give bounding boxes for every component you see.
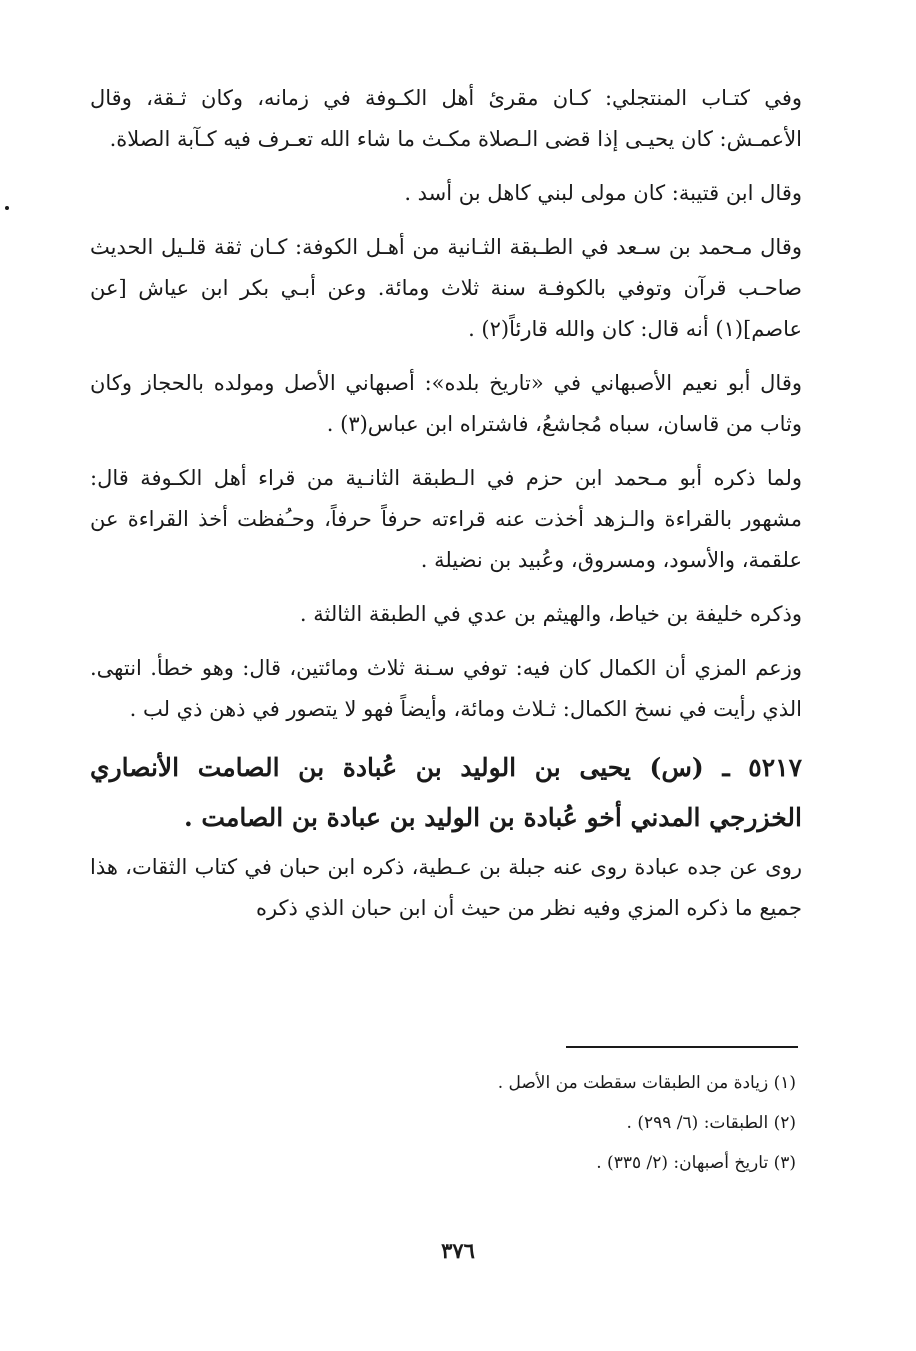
paragraph-ibn-hazm: ولما ذكره أبو مـحمد ابن حزم في الـطبقة الثانـية من قراء أهل الكـوفة قال: مشهور بالقراءة والـزهد أخذت عنه قراءته حرفاً حرفاً، وحـُفظت أخذ القراءة عن علقمة، والأسود، ومسروق، وعُبيد بن نضيلة . — [90, 466, 802, 572]
entry-heading: ٥٢١٧ ـ (س) يحيى بن الوليد بن عُبادة بن الصامت الأنصاري الخزرجي المدني أخو عُبادة بن الوليد بن عبادة بن الصامت . — [90, 753, 802, 832]
footnote-2: (٢) الطبقات: (٦/ ٢٩٩) . — [626, 1113, 796, 1133]
footnotes — [196, 1066, 796, 1186]
paragraph-mizzi: وزعم المزي أن الكمال كان فيه: توفي سـنة ثلاث ومائتين، قال: وهو خطأ. انتهى. الذي رأيت في نسخ الكمال: ثـلاث ومائة، وأيضاً فهو لا يتصور في ذهن ذي لب . — [90, 656, 802, 721]
paragraph-khalifa: وذكره خليفة بن خياط، والهيثم بن عدي في الطبقة الثالثة . — [299, 602, 802, 626]
entry-body: روى عن جده عبادة روى عنه جبلة بن عـطية، ذكره ابن حبان في كتاب الثقات، هذا جميع ما ذكره المزي وفيه نظر من حيث أن ابن حبان الذي ذكره — [90, 855, 802, 920]
footnote-1: (١) زيادة من الطبقات سقطت من الأصل . — [497, 1073, 796, 1093]
page-number: ٣٧٦ — [441, 1238, 475, 1263]
paragraph-muntajili: وفي كتـاب المنتجلي: كـان مقرئ أهل الكـوفة في زمانه، وكان ثـقة، وقال الأعمـش: كان يحيـى إذا قضى الـصلاة مكـث ما شاء الله تعـرف فيه كـآبة الصلاة. — [90, 86, 802, 151]
margin-dot — [5, 206, 9, 210]
footnote-3: (٣) تاريخ أصبهان: (٢/ ٣٣٥) . — [596, 1153, 796, 1173]
footnote-separator — [566, 1046, 798, 1048]
main-text — [90, 78, 802, 929]
paragraph-abu-nuaym: وقال أبو نعيم الأصبهاني في «تاريخ بلده»: أصبهاني الأصل ومولده بالحجاز وكان وثاب من قاسان، سباه مُجاشعُ، فاشتراه ابن عباس(٣) . — [90, 371, 802, 436]
paragraph-ibn-saad: وقال مـحمد بن سـعد في الطـبقة الثـانية من أهـل الكوفة: كـان ثقة قلـيل الحديث صاحـب قرآن وتوفي بالكوفـة سنة ثلاث ومائة. وعن أبـي بكر ابن عياش [عن عاصم](١) أنه قال: كان والله قارئاً(٢) . — [90, 235, 802, 341]
paragraph-ibn-qutayba: وقال ابن قتيبة: كان مولى لبني كاهل بن أسد . — [404, 181, 802, 205]
